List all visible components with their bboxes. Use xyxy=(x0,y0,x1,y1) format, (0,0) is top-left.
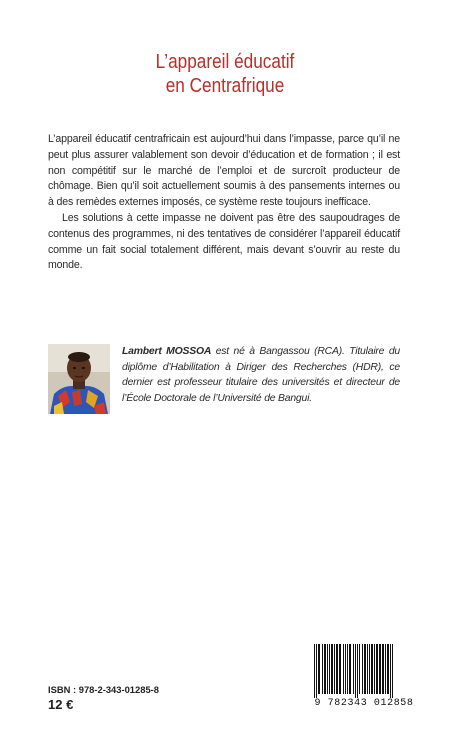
price: 12 € xyxy=(48,697,74,712)
barcode-bar xyxy=(347,644,348,694)
author-bio-text: est né à Bangassou (RCA). Titulaire du diplôme d’Habilitation à Diriger des Recherches (HDR), ce dernier est professeur titulaire des universités et directeur de l’École Doctorale de l’Université de Bangui. xyxy=(122,346,400,404)
barcode-bar xyxy=(329,644,330,694)
title-line-1: L’appareil éducatif xyxy=(155,51,295,73)
barcode-bar xyxy=(382,644,384,694)
barcode-bar xyxy=(362,644,363,694)
barcode-bar xyxy=(322,644,323,694)
barcode-bar xyxy=(316,644,317,698)
barcode-bar xyxy=(390,644,391,698)
barcode-icon xyxy=(306,640,422,698)
barcode-bar xyxy=(369,644,370,694)
barcode-bar xyxy=(367,644,368,694)
barcode-bar xyxy=(355,644,356,698)
barcode-bar xyxy=(385,644,386,694)
barcode-bar xyxy=(374,644,375,694)
author-bio xyxy=(122,344,400,406)
summary-paragraph-1: L’appareil éducatif centrafricain est aujourd’hui dans l’impasse, parce qu’il ne peut plus assurer valablement son devoir d’éducation et de formation ; il est non compétitif sur le marché de l’emploi et de surcroît producteur de chômage. Bien qu’il soit actuellement soumis à des pansements internes ou à des remèdes externes imposés, ce système reste toujours inefficace. xyxy=(48,133,400,209)
barcode-bar xyxy=(357,644,358,698)
barcode-bar xyxy=(334,644,335,694)
isbn: ISBN : 978-2-343-01285-8 xyxy=(48,684,159,695)
barcode-digits: 9 782343 012858 xyxy=(314,698,414,709)
summary-paragraph-2: Les solutions à cette impasse ne doivent pas être des saupoudrages de contenus des programmes, ni des tentatives de considérer l’appareil éducatif comme un fait social totalement différent, mais devant s’ouvrir au reste du monde. xyxy=(48,211,400,272)
barcode-bar xyxy=(353,644,354,694)
barcode-bar xyxy=(327,644,328,694)
barcode-bar xyxy=(345,644,346,694)
title-line-2: en Centrafrique xyxy=(165,75,285,97)
author-portrait xyxy=(48,344,110,414)
barcode-bar xyxy=(359,644,360,694)
barcode-bar xyxy=(364,644,366,694)
book-title xyxy=(32,50,419,98)
barcode-bar xyxy=(336,644,338,694)
author-name: Lambert MOSSOA xyxy=(122,346,212,357)
barcode-bar xyxy=(371,644,373,694)
barcode-bar xyxy=(387,644,389,694)
barcode-bar xyxy=(349,644,351,694)
barcode-bar xyxy=(379,644,381,694)
barcode-bar xyxy=(339,644,341,694)
back-cover-summary xyxy=(48,132,400,274)
barcode-bar xyxy=(331,644,333,694)
author-portrait-icon xyxy=(48,344,110,414)
barcode-bar xyxy=(324,644,326,694)
barcode-bar xyxy=(314,644,315,698)
barcode-bar xyxy=(376,644,378,694)
barcode xyxy=(306,640,422,714)
barcode-bar xyxy=(392,644,393,698)
barcode-bar xyxy=(343,644,344,694)
barcode-bar xyxy=(318,644,320,694)
